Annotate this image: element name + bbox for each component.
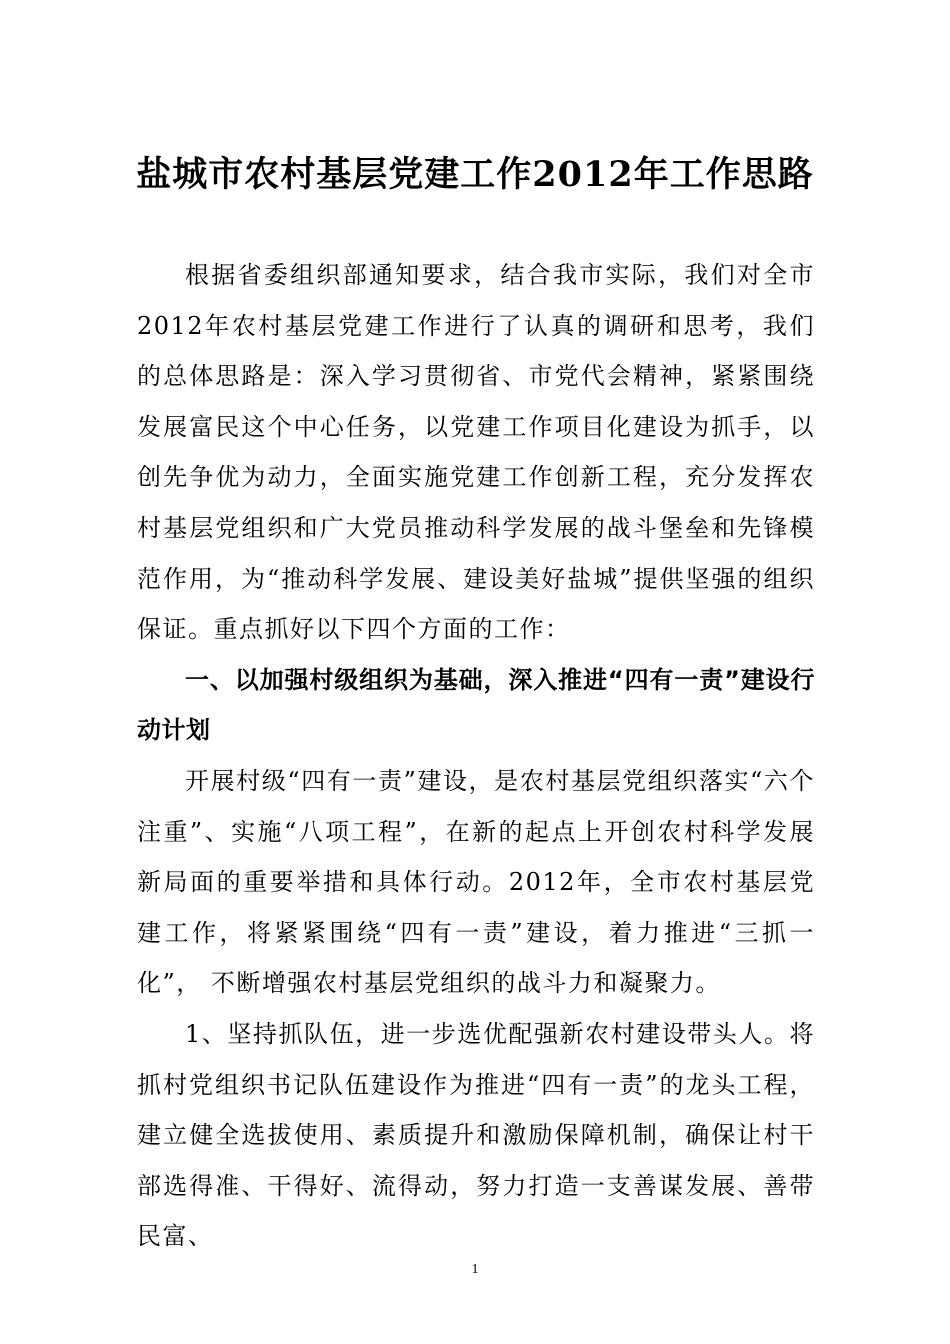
section-1-paragraph: 开展村级“四有一责”建设，是农村基层党组织落实“六个注重”、实施“八项工程”，在新的起点上开创农村科学发展新局面的重要举措和具体行动。2012年，全市农村基层党建工作，将紧紧围绕“四有一责”建设，着力推进“三抓一化”， 不断增强农村基层党组织的战斗力和凝聚力。 xyxy=(137,766,815,998)
page-number: 1 xyxy=(471,1262,479,1277)
section-heading-1: 一、以加强村级组织为基础，深入推进“四有一责”建设行动计划 xyxy=(137,665,815,745)
document-title: 盐城市农村基层党建工作2012年工作思路 xyxy=(136,154,814,195)
section-1-item-1-paragraph: 1、坚持抓队伍，进一步选优配强新农村建设带头人。将抓村党组织书记队伍建设作为推进“四有一责”的龙头工程，建立健全选拔使用、素质提升和激励保障机制，确保让村干部选得准、干得好、流得动，努力打造一支善谋发展、善带民富、 xyxy=(137,1019,815,1251)
intro-paragraph: 根据省委组织部通知要求，结合我市实际，我们对全市2012年农村基层党建工作进行了认真的调研和思考，我们的总体思路是：深入学习贯彻省、市党代会精神，紧紧围绕发展富民这个中心任务，以党建工作项目化建设为抓手，以创先争优为动力，全面实施党建工作创新工程，充分发挥农村基层党组织和广大党员推动科学发展的战斗堡垒和先锋模范作用，为“推动科学发展、建设美好盐城”提供坚强的组织保证。重点抓好以下四个方面的工作： xyxy=(137,261,815,644)
document-body xyxy=(137,250,815,1262)
